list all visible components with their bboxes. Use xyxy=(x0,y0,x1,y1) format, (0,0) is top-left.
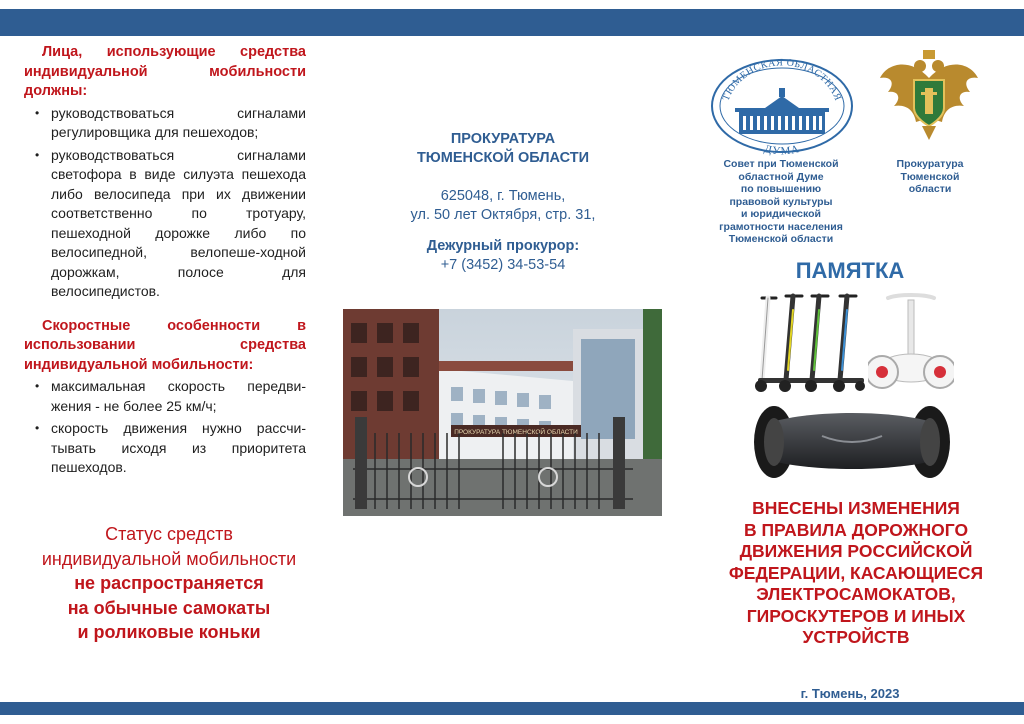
main-headline: ВНЕСЕНЫ ИЗМЕНЕНИЯ В ПРАВИЛА ДОРОЖНОГО ДВИЖЕНИЯ РОССИЙСКОЙ ФЕДЕРАЦИИ, КАСАЮЩИЕСЯ ЭЛЕКТРОСАМОКАТОВ, ГИРОСКУТЕРОВ И ИНЫХ УСТРОЙСТВ xyxy=(728,498,984,647)
electric-scooters-image xyxy=(748,290,868,398)
speed-heading: Скоростные особенности в использовании средства индивидуальной мобильности: xyxy=(24,317,306,373)
speed-list xyxy=(24,377,306,478)
contact-panel xyxy=(343,130,663,275)
svg-text:ПРОКУРАТУРА ТЮМЕНСКОЙ ОБЛАСТИ: ПРОКУРАТУРА ТЮМЕНСКОЙ ОБЛАСТИ xyxy=(454,429,578,436)
svg-text:ДУМА: ДУМА xyxy=(762,142,802,156)
obligations-heading: Лица, использующие средства индивидуальной мобильности должны: xyxy=(24,44,306,99)
list-item: • скорость движения нужно рассчи-тывать исходя из приоритета пешеходов. xyxy=(24,419,306,478)
top-band xyxy=(0,9,1024,36)
city-year: г. Тюмень, 2023 xyxy=(800,686,900,701)
bottom-band xyxy=(0,702,1024,715)
list-item: • максимальная скорость передви-жения - не более 25 км/ч; xyxy=(24,377,306,416)
duma-emblem xyxy=(705,44,859,156)
gyroscooter-image xyxy=(752,402,952,482)
duty-title: Дежурный прокурор: xyxy=(426,238,580,254)
leaflet-title: ПАМЯТКА xyxy=(795,258,905,283)
status-line: Статус средств xyxy=(105,524,233,544)
prosecutor-emblem xyxy=(876,48,982,144)
left-panel xyxy=(24,43,306,481)
list-item: • руководствоваться сигналами регулировщика для пешеходов; xyxy=(24,104,306,143)
svg-text:ТЮМЕНСКАЯ ОБЛАСТНАЯ: ТЮМЕНСКАЯ ОБЛАСТНАЯ xyxy=(720,57,844,103)
obligations-list xyxy=(24,104,306,302)
status-note xyxy=(24,522,314,645)
status-line: не распространяется xyxy=(74,573,264,593)
segway-image xyxy=(868,292,954,400)
status-line: на обычные самокаты xyxy=(67,597,271,618)
building-photo xyxy=(343,309,662,516)
org-name: ПРОКУРАТУРА ТЮМЕНСКОЙ ОБЛАСТИ xyxy=(416,131,590,166)
address: 625048, г. Тюмень, ул. 50 лет Октября, стр. 31, xyxy=(410,188,596,223)
duty-phone: +7 (3452) 34-53-54 xyxy=(440,257,566,273)
status-line: индивидуальной мобильности xyxy=(41,548,297,569)
duma-caption: Совет при Тюменской областной Думе по повышению правовой культуры и юридической грамотности населения Тюменской области xyxy=(719,158,843,245)
prosecutor-caption: Прокуратура Тюменской области xyxy=(896,158,964,195)
list-item: • руководствоваться сигналами светофора в виде силуэта пешехода либо велосипеда при их движении соответственно по тротуару, пешеходной дорожке либо по велосипедной, велопеше-ходной дорожкам, полосе для велосипедистов. xyxy=(24,146,306,302)
status-line: и роликовые коньки xyxy=(77,622,261,642)
